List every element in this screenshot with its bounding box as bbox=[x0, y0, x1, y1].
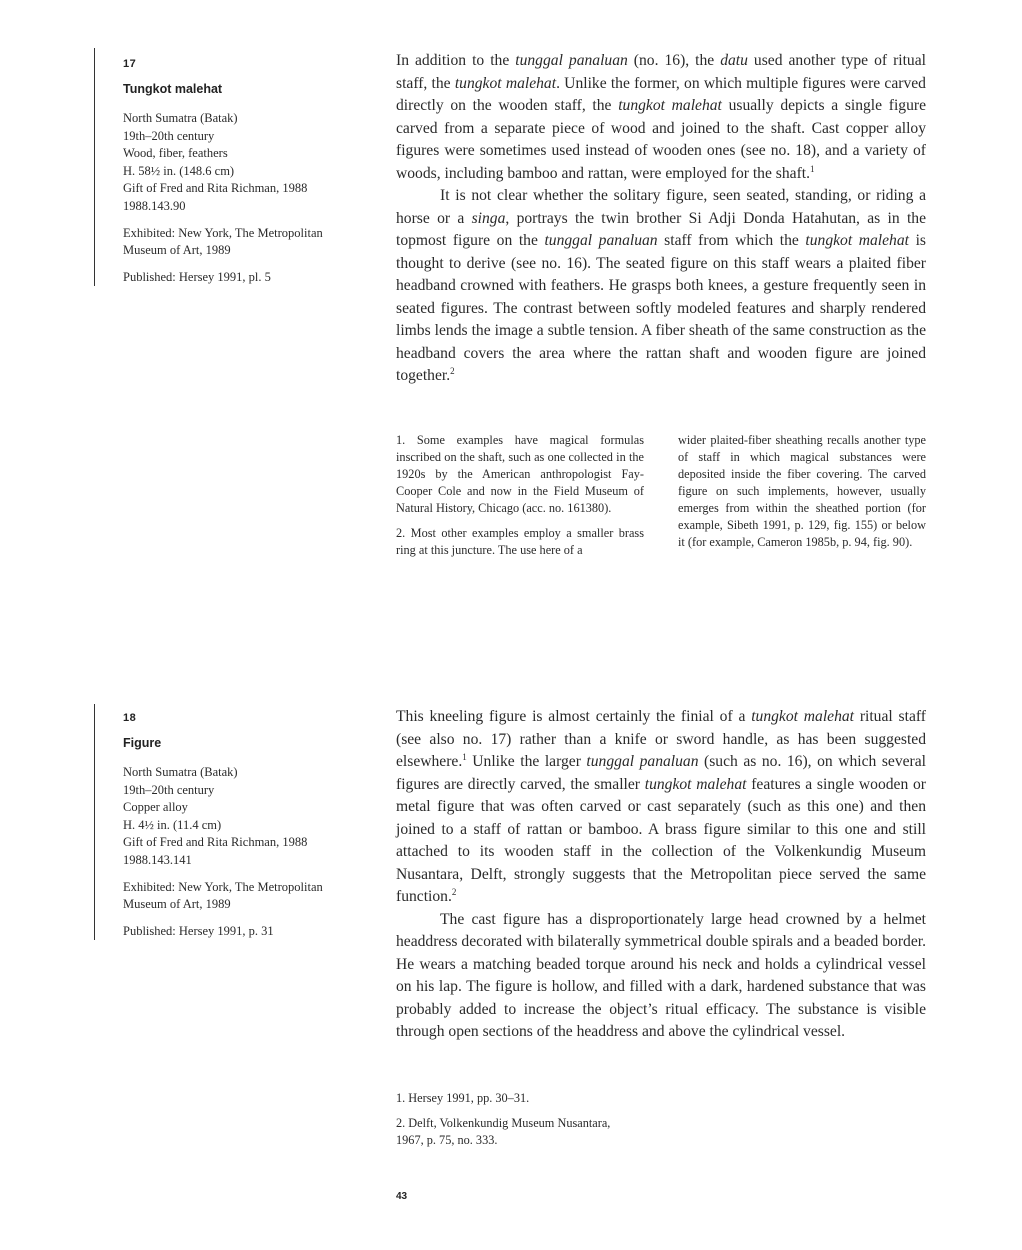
entry-17-dimensions: H. 58½ in. (148.6 cm) bbox=[123, 163, 235, 178]
entry-18-dimensions: H. 4½ in. (11.4 cm) bbox=[123, 817, 222, 832]
entry-17-body bbox=[396, 50, 926, 388]
entry-17-note-2-start: 2. Most other examples employ a smaller brass ring at this juncture. The use here of a bbox=[396, 526, 644, 557]
entry-17-note-1: 1. Some examples have magical formulas inscribed on the shaft, such as one collected in the 1920s by the American anthropologist Fay-Cooper Cole and now in the Field Museum of Natural History, Chicago (acc. no. 161380). bbox=[396, 433, 644, 515]
entry-17-paragraph-2: It is not clear whether the solitary figure, seen seated, standing, or riding a horse or a singa, portrays the twin brother Si Adji Donda Hatahutan, as in the topmost figure on the tunggal panaluan staff from which the tungkot malehat is thought to derive (see no. 16). The seated figure on this staff wears a plaited fiber headband crowned with feathers. He grasps both knees, a gesture frequently seen in seated figures. The contrast between softly modeled features and sharply rendered limbs lends the image a subtle tension. A fiber sheath of the same construction as the headband covers the area where the rattan shaft and wooden figure are joined together.$^2$ bbox=[396, 187, 926, 384]
entry-18-materials: Copper alloy bbox=[123, 800, 188, 815]
entry-18-region: North Sumatra (Batak) bbox=[123, 765, 238, 779]
entry-18-exhibited-line-2: Museum of Art, 1989 bbox=[123, 897, 231, 912]
entry-18-published-line: Published: Hersey 1991, p. 31 bbox=[123, 923, 274, 938]
entry-18-accession: 1988.143.141 bbox=[123, 852, 192, 867]
footnote-column-right bbox=[678, 432, 926, 567]
entry-18-sidebar bbox=[94, 704, 364, 940]
entry-17-number: 17 bbox=[123, 58, 137, 70]
footnote-ref-1: 1 bbox=[462, 751, 467, 762]
entry-18-paragraph-1: This kneeling figure is almost certainly the finial of a tungkot malehat ritual staff (see also no. 17) rather than a knife or sword handle, as has been suggested elsewhere.$^1$ Unlike the larger tunggal panaluan (such as no. 16), on which several figures are directly carved, the smaller tungkot malehat features a single wooden or metal figure that was often carved or cast separately (such as this one) and then joined to a staff of rattan or bamboo. A brass figure similar to this one and still attached to its wooden staff in the collection of the Volkenkundig Museum Nusantara, Delft, strongly suggests that the Metropolitan piece served the same function.$^2$ bbox=[396, 708, 926, 905]
entry-17-date: 19th–20th century bbox=[123, 128, 215, 143]
entry-17-title: Tungkot malehat bbox=[123, 82, 223, 96]
entry-18-body bbox=[396, 706, 926, 1044]
entry-18-title: Figure bbox=[123, 736, 162, 750]
entry-18-date: 19th–20th century bbox=[123, 782, 215, 797]
entry-17-exhibited bbox=[123, 225, 364, 260]
entry-18-details bbox=[123, 764, 364, 870]
footnote-column-left bbox=[396, 432, 644, 567]
entry-17-exhibited-line-2: Museum of Art, 1989 bbox=[123, 243, 231, 258]
entry-17-note-2-continued: wider plaited-fiber sheathing recalls another type of staff in which magical substances were deposited inside the fiber covering. The carved figure on such implements, however, usually emerges from within the sheathed portion (for example, Sibeth 1991, p. 129, fig. 155) or below it (for example, Cameron 1985b, p. 94, fig. 90). bbox=[678, 433, 926, 549]
entry-17-published-line: Published: Hersey 1991, pl. 5 bbox=[123, 269, 271, 284]
page-number: 43 bbox=[396, 1191, 408, 1202]
entry-18-note-2: 2. Delft, Volkenkundig Museum Nusantara, 1967, p. 75, no. 333. bbox=[396, 1116, 611, 1147]
entry-17-footnotes bbox=[396, 432, 926, 567]
entry-17-credit: Gift of Fred and Rita Richman, 1988 bbox=[123, 181, 308, 196]
entry-17-materials: Wood, fiber, feathers bbox=[123, 146, 228, 161]
entry-18-exhibited bbox=[123, 879, 364, 914]
entry-17-exhibited-line-1: Exhibited: New York, The Metropolitan bbox=[123, 225, 323, 240]
entry-18-number: 18 bbox=[123, 712, 137, 724]
entry-17-paragraph-1: In addition to the tunggal panaluan (no. 16), the datu used another type of ritual staff, the tungkot malehat. Unlike the former, on which multiple figures were carved directly on the wooden staff, the tungkot malehat usually depicts a single figure carved from a separate piece of wood and joined to the shaft. Cast copper alloy figures were sometimes used instead of wooden ones (see no. 18), and a variety of woods, including bamboo and rattan, were employed for the shaft.$^1$ bbox=[396, 52, 926, 182]
entry-18-credit: Gift of Fred and Rita Richman, 1988 bbox=[123, 835, 308, 850]
entry-17-published bbox=[123, 269, 364, 287]
entry-18-exhibited-line-1: Exhibited: New York, The Metropolitan bbox=[123, 879, 323, 894]
entry-17-region: North Sumatra (Batak) bbox=[123, 111, 238, 125]
entry-18-published bbox=[123, 923, 364, 941]
entry-17-details bbox=[123, 110, 364, 216]
entry-17-accession: 1988.143.90 bbox=[123, 198, 186, 213]
entry-18-note-1: 1. Hersey 1991, pp. 30–31. bbox=[396, 1091, 530, 1105]
footnote-ref-2: 2 bbox=[451, 886, 457, 897]
footnote-ref-1: 1 bbox=[810, 163, 815, 174]
footnote-ref-2: 2 bbox=[450, 365, 455, 376]
entry-18-paragraph-2: The cast figure has a disproportionately large head crowned by a helmet headdress decorated with bilaterally symmetrical double spirals and a beaded border. He wears a matching beaded torque around his neck and holds a cylindrical vessel on his lap. The figure is hollow, and filled with a dark, hardened substance that was probably added to increase the object’s ritual efficacy. The substance is visible through open sections of the headdress and above the cylindrical vessel. bbox=[396, 910, 926, 1040]
entry-17-sidebar bbox=[94, 48, 364, 286]
entry-18-footnotes bbox=[396, 1090, 926, 1157]
